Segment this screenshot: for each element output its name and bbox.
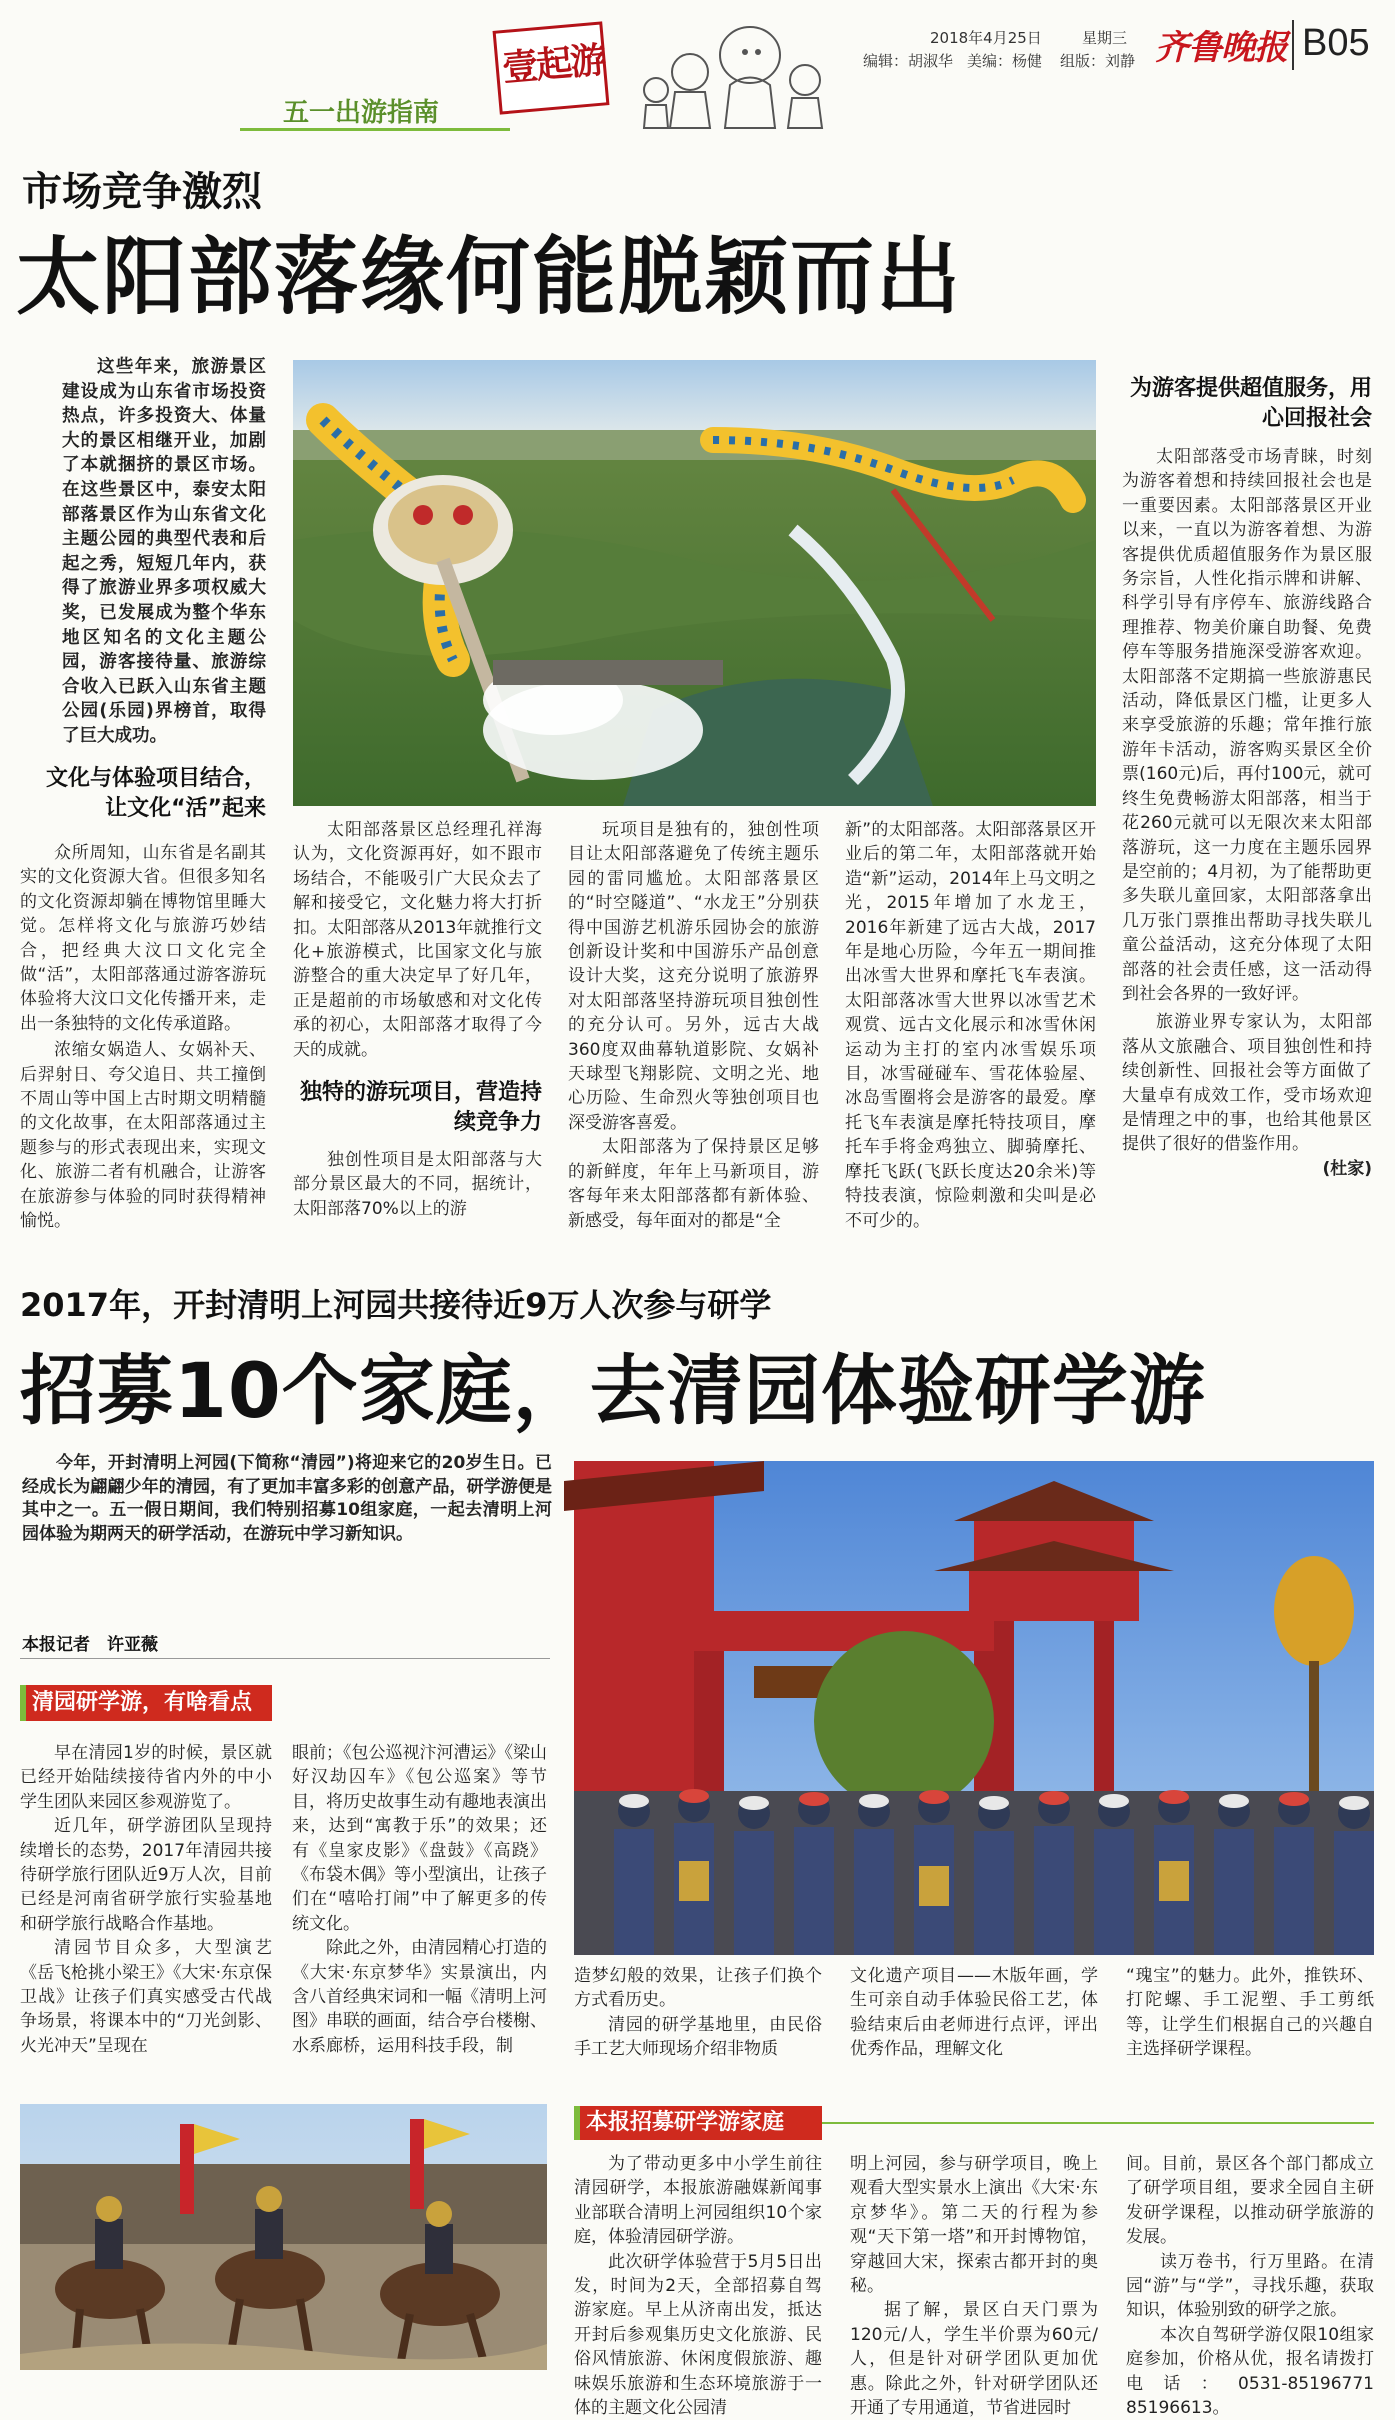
proof-credit: 组版：刘静: [1060, 52, 1136, 70]
horse-riders-photo: [20, 2104, 547, 2370]
article2-col5: “瑰宝”的魅力。此外，推铁环、打陀螺、手工泥塑、手工剪纸等，让学生们根据自己的兴趣自主选择研学课程。: [1126, 1966, 1374, 2060]
article2-col1: 早在清园1岁的时候，景区就已经开始陆续接待省内外的中小学生团队来园区参观游览了。 近几年，研学游团队呈现持续增长的态势，2017年清园共接待研学旅行团队近9万人次，目前已经是河南省研学旅行实验基地和研学旅行战略合作基地。 清园节目众多，大型演艺《岳飞枪挑小梁王》《大宋·东京保卫战》让孩子们真实感受古代战争场景，将课本中的“刀光剑影、火光冲天”呈现在: [20, 1743, 272, 2056]
article1-author: (杜家): [1322, 1158, 1372, 1179]
article2-col7: 明上河园，参与研学项目，晚上观看大型实景水上演出《大宋·东京梦华》。第二天的行程为参观“天下第一塔”和开封博物馆，穿越回大宋，探索古都开封的奥秘。 据了解，景区白天门票为120元/人，学生半价票为60元/人，但是针对研学团队更加优惠。除此之外，针对研学团队还开通了专用通道，节省进园时: [850, 2154, 1098, 2419]
article1-subhead-1: 文化与体验项目结合，让文化“活”起来: [45, 766, 266, 821]
article2-col4: 文化遗产项目——木版年画，学生可亲自动手体验民俗工艺，体验结束后由老师进行点评，评出优秀作品，理解文化: [850, 1966, 1098, 2060]
article2-lead: 今年，开封清明上河园(下简称“清园”)将迎来它的20岁生日。已经成长为翩翩少年的清园，有了更加丰富多彩的创意产品，研学游便是其中之一。五一假日期间，我们特别招募10组家庭，一起去清明上河园体验为期两天的研学活动，在游玩中学习新知识。: [22, 1453, 552, 1544]
article2-col3: 造梦幻般的效果，让孩子们换个方式看历史。 清园的研学基地里，由民俗手工艺大师现场介绍非物质: [574, 1966, 822, 2060]
newspaper-logo: 齐鲁晚报: [1155, 28, 1287, 68]
article2-col6: 为了带动更多中小学生前往清园研学，本报旅游融媒新闻事业部联合清明上河园组织10个家庭，体验清园研学游。 此次研学体验营于5月5日出发，时间为2天，全部招募自驾游家庭。早上从济南出发，抵达开封后参观集历史文化旅游、民俗风情旅游、休闲度假旅游、趣味娱乐旅游和生态环境旅游于一体的主题文化公园清: [574, 2154, 822, 2419]
article1-col3: 玩项目是独有的，独创性项目让太阳部落避免了传统主题乐园的雷同尴尬。太阳部落景区的“时空隧道”、“水龙王”分别获得中国游艺机游乐园协会的旅游创新设计奖和中国游乐产品创意设计大奖，这充分说明了旅游界对太阳部落坚持游玩项目独创性的充分认可。另外，远古大战360度双曲幕轨道影院、女娲补天球型飞翔影院、文明之光、地心历险、生命烈火等独创项目也深受游客喜爱。 太阳部落为了保持景区足够的新鲜度，年年上马新项目，游客每年来太阳部落都有新体验、新感受，每年面对的都是“全: [568, 820, 819, 1231]
section-name: 五一出游指南: [283, 98, 440, 128]
article1-lead: 这些年来，旅游景区建设成为山东省市场投资热点，许多投资大、体量大的景区相继开业，加剧了本就捆挤的景区市场。在这些景区中，泰安太阳部落景区作为山东省文化主题公园的典型代表和后起之秀，短短几年内，获得了旅游业界多项权威大奖，已发展成为整个华东地区知名的文化主题公园，游客接待量、旅游综合收入已跃入山东省主题公园(乐园)界榜首，取得了巨大成功。: [62, 357, 266, 746]
article2-byline: 本报记者 许亚薇: [22, 1635, 158, 1655]
article2-title: 招募10个家庭，去清园体验研学游: [20, 1346, 1206, 1435]
issue-date: 2018年4月25日: [930, 29, 1042, 47]
section-bar-2-rule: [822, 2122, 1374, 2124]
header-divider: [1292, 20, 1294, 70]
article2-kicker: 2017年，开封清明上河园共接待近9万人次参与研学: [20, 1286, 772, 1324]
section-bar-2: [574, 2000, 804, 2036]
article1-kicker: 市场竞争激烈: [22, 169, 262, 215]
article1-title: 太阳部落缘何能脱颖而出: [16, 228, 963, 326]
section-bar-2-text: 本报招募研学游家庭: [586, 2110, 785, 2135]
page-header: [0, 0, 1395, 140]
byline-rule: [20, 1658, 550, 1659]
badge-text: 壹起游: [500, 38, 606, 90]
article1-col5: 太阳部落受市场青睐，时刻为游客着想和持续回报社会也是一重要因素。太阳部落景区开业以来，一直以为游客着想、为游客提供优质超值服务作为景区服务宗旨，人性化指示牌和讲解、科学引导有序停车、旅游线路合理推荐、物美价廉自助餐、免费停车等服务措施深受游客欢迎。太阳部落不定期搞一些旅游惠民活动，降低景区门槛，让更多人来享受旅游的乐趣；常年推行旅游年卡活动，游客购买景区全价票(160元)后，再付100元，就可终生免费畅游太阳部落，相当于花260元就可以无限次来太阳部落游玩，这一力度在主题乐园界是空前的；4月初，为了能帮助更多失联儿童回家，太阳部落拿出几万张门票推出帮助寻找失联儿童公益活动，这充分体现了太阳部落的社会责任感，这一活动得到社会各界的一致好评。 旅游业界专家认为，太阳部落从文旅融合、项目独创性和持续创新性、回报社会等方面做了大量卓有成效工作，受市场欢迎是情理之中的事，也给其他景区提供了很好的借鉴作用。 (杜家): [1122, 445, 1372, 1181]
dragon-sculpture-photo: [293, 360, 1096, 806]
section-bar-1: [20, 1685, 272, 1721]
art-credit: 美编：杨健: [967, 52, 1043, 70]
page-number: B05: [1302, 22, 1370, 64]
pavilion-students-photo: [574, 1461, 1374, 1955]
article2-col2: 眼前；《包公巡视汴河漕运》《梁山好汉劫囚车》《包公巡案》等节目，将历史故事生动有趣地表演出来，达到“寓教于乐”的效果；还有《皇家皮影》《盘鼓》《高跷》《布袋木偶》等小型演出，让孩子们在“嘻哈打闹”中了解更多的传统文化。 除此之外，由清园精心打造的《大宋·东京梦华》实景演出，内含八首经典宋词和一幅《清明上河图》串联的画面，结合亭台楼榭、水系廊桥，运用科技手段，制: [292, 1743, 547, 2056]
article1-col2: 太阳部落景区总经理孔祥海认为，文化资源再好，如不跟市场结合，不能吸引广大民众去了解和接受它，文化魅力将大打折扣。太阳部落从2013年就推行文化+旅游模式，比国家文化与旅游整合的重大决定早了好几年，正是超前的市场敏感和对文化传承的初心，太阳部落才取得了今天的成就。 独特的游玩项目，营造持续竞争力 独创性项目是太阳部落与大部分景区最大的不同，据统计，太阳部落70%以上的游: [293, 820, 542, 1219]
article1-subhead-2: 独特的游玩项目，营造持续竞争力: [299, 1080, 542, 1136]
editor-credit: 编辑：胡淑华: [863, 52, 954, 70]
section-underline: [240, 128, 510, 131]
article1-col1: 众所周知，山东省是名副其实的文化资源大省。但很多知名的文化资源却躺在博物馆里睡大觉。怎样将文化与旅游巧妙结合，把经典大汶口文化完全做“活”，太阳部落通过游客游玩体验将大汶口文化传播开来，走出一条独特的文化传承道路。 浓缩女娲造人、女娲补天、后羿射日、夸父追日、共工撞倒不周山等中国上古时期文明精髓的文化故事，在太阳部落通过主题参与的形式表现出来，实现文化、旅游二者有机融合，让游客在旅游参与体验的同时获得精神愉悦。: [20, 843, 266, 1232]
section-bar-1-text: 清园研学游，有啥看点: [32, 1690, 253, 1715]
article2-col8: 间。目前，景区各个部门都成立了研学项目组，要求全园自主研发研学课程，以推动研学旅游的发展。 读万卷书，行万里路。在清园“游”与“学”，寻找乐趣，获取知识，体验别致的研学之旅。 本次自驾研学游仅限10组家庭参加，价格从优，报名请拨打电话：0531-85196771 85196613。: [1126, 2154, 1391, 2419]
article1-col4: 新”的太阳部落。太阳部落景区开业后的第二年，太阳部落就开始造“新”运动，2014年上马文明之光，2015年增加了水龙王，2016年新建了远古大战，2017年是地心历险，今年五一期间推出冰雪大世界和摩托飞车表演。太阳部落冰雪大世界以冰雪艺术观赏、远古文化展示和冰雪休闲运动为主打的室内冰雪娱乐项目，冰雪碰碰车、雪花体验屋、冰岛雪圈将会是游客的最爱。摩托飞车表演是摩托特技项目，摩托车手将金鸡独立、脚骑摩托、摩托飞跃(飞跃长度达20余米)等特技表演，惊险刺激和尖叫是必不可少的。: [845, 820, 1096, 1231]
issue-weekday: 星期三: [1082, 29, 1128, 47]
section-bar-2-box: [574, 2106, 822, 2140]
article1-subhead-3: 为游客提供超值服务，用心回报社会: [1129, 376, 1372, 431]
